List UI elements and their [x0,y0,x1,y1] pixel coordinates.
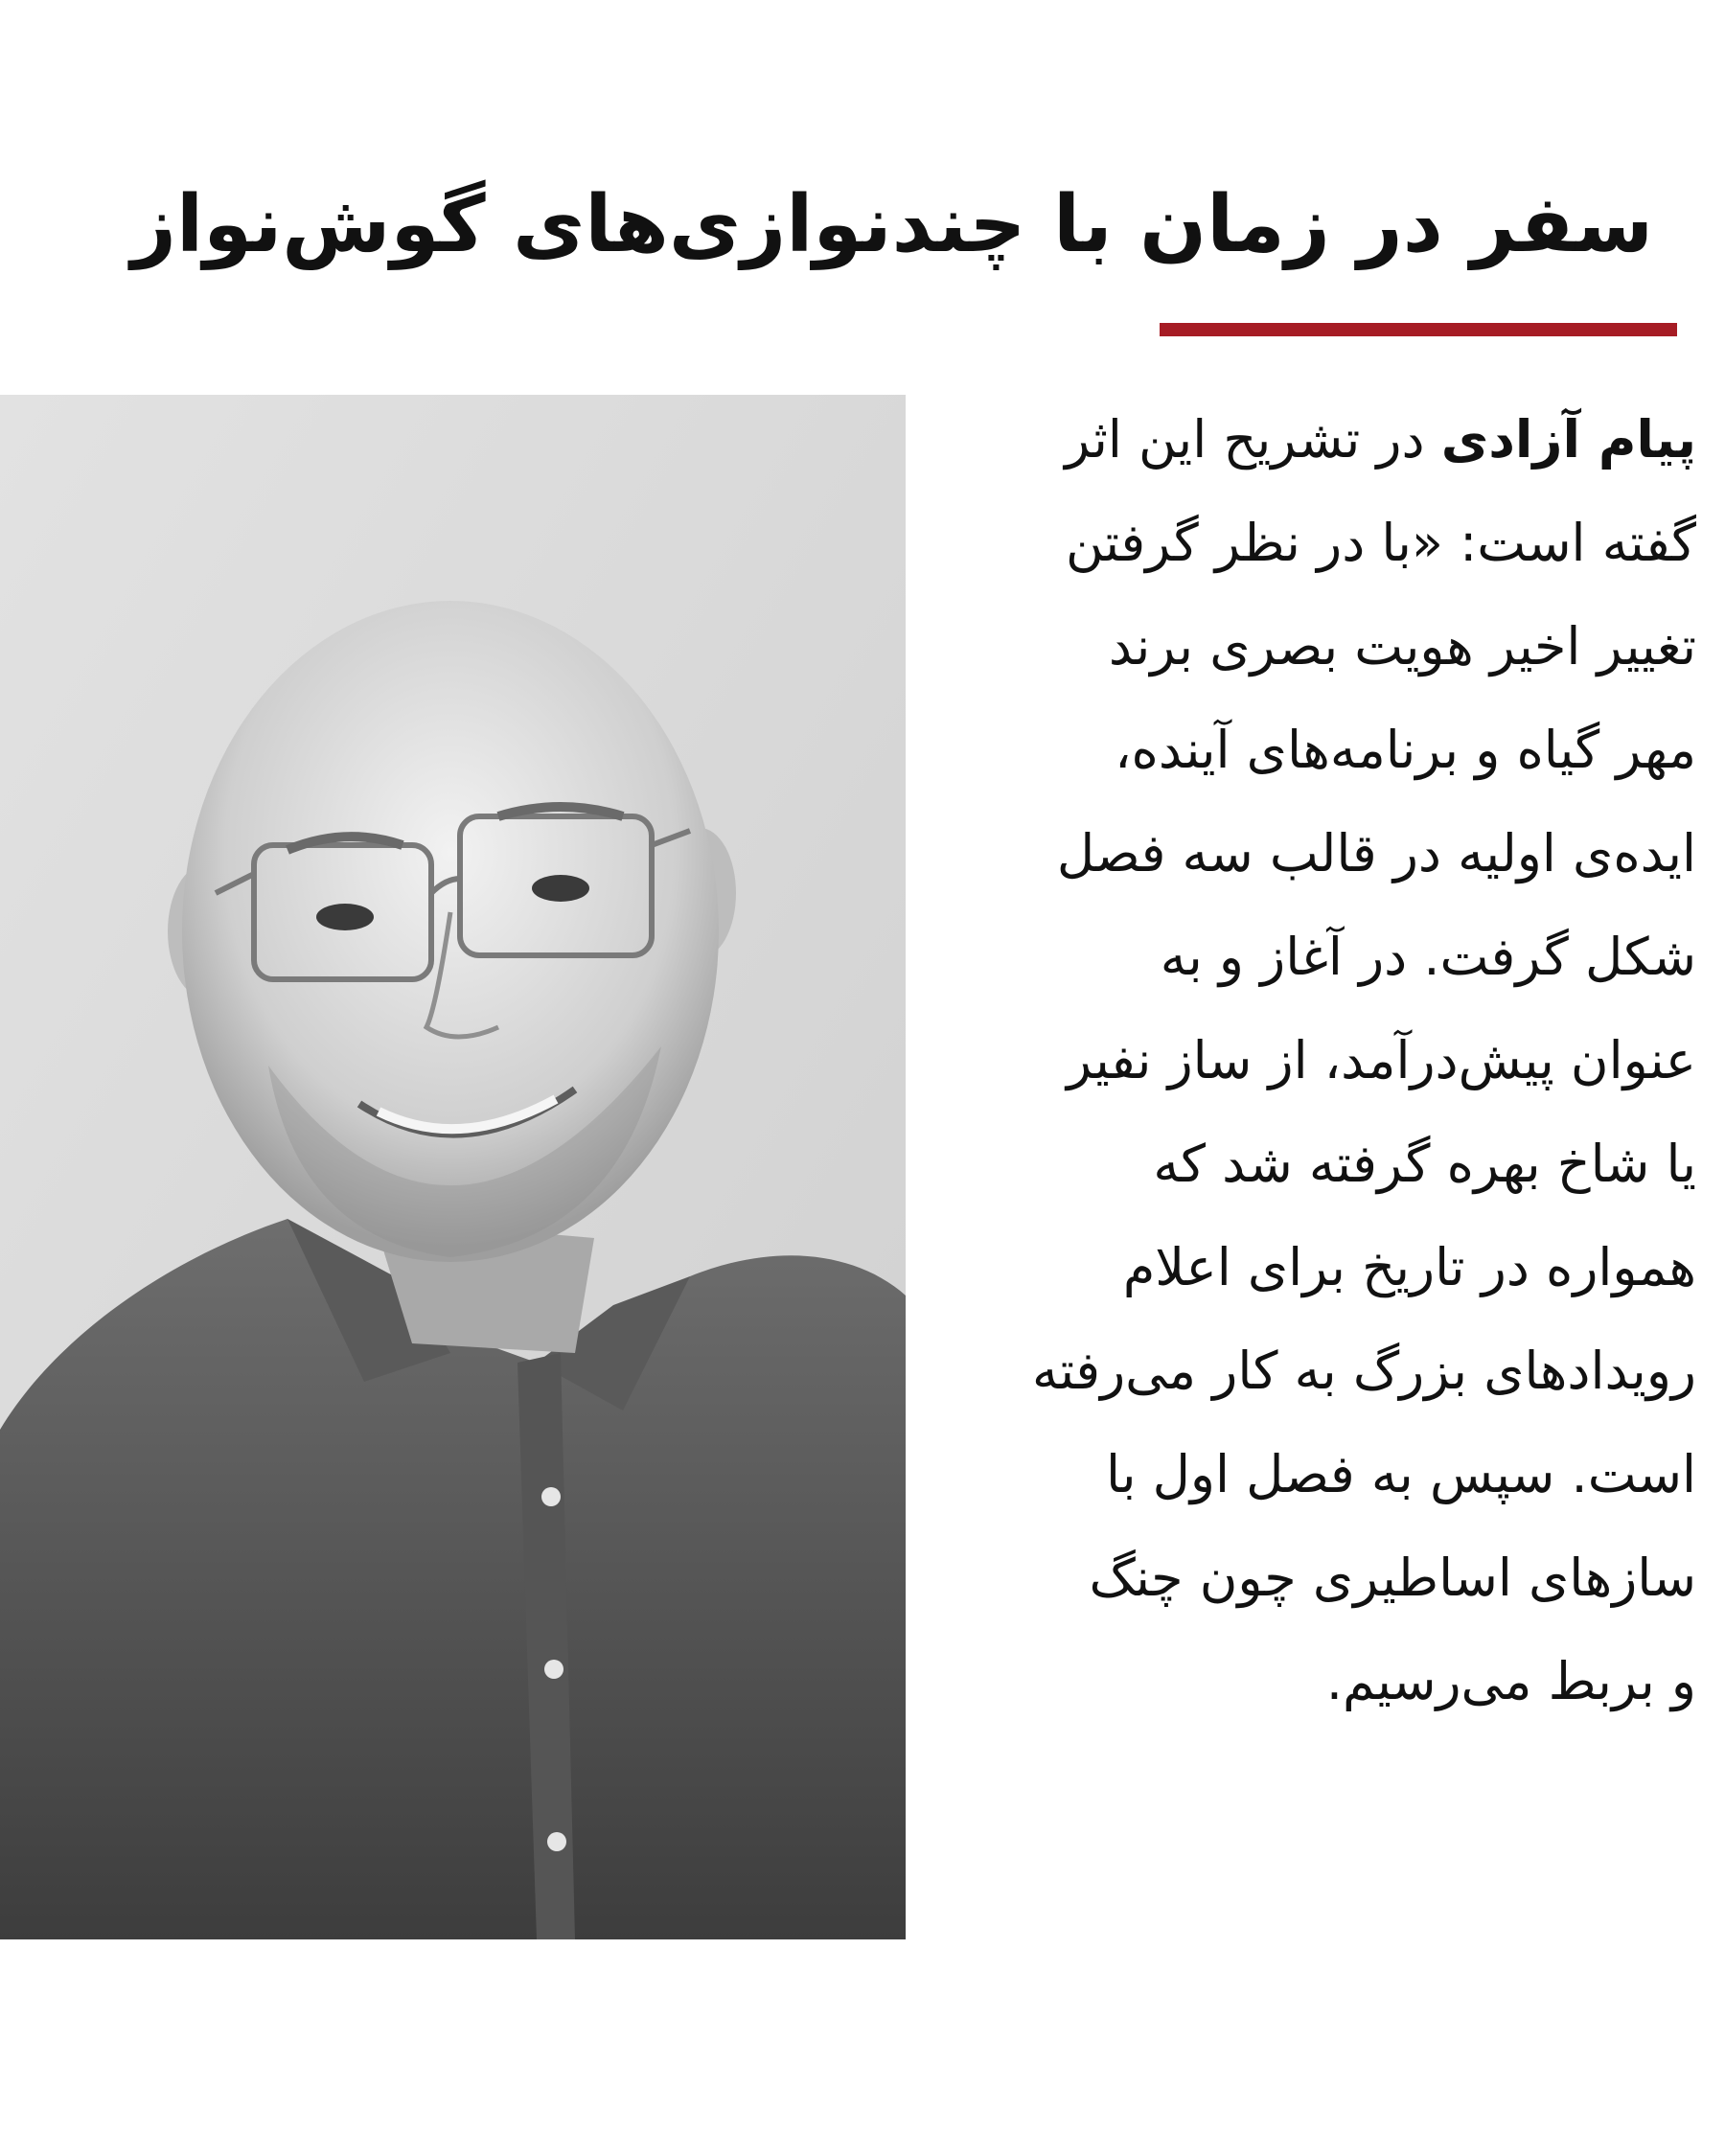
body-line-11: است. سپس به فصل اول با [1106,1444,1696,1504]
body-line-8: یا شاخ بهره گرفته شد که [1153,1134,1696,1194]
body-line-7: عنوان پیش‌درآمد، از ساز نفیر [1066,1030,1696,1090]
body-line-1-rest: در تشریح این اثر [1065,409,1441,470]
body-line-6: شکل گرفت. در آغاز و به [1160,927,1696,987]
portrait-illustration [0,395,906,1939]
portrait-photo [0,395,906,1939]
headline-accent-rule [1160,323,1677,336]
body-line-2: گفته است: «با در نظر گرفتن [1065,513,1696,573]
body-line-4: مهر گیاه و برنامه‌های آینده، [1115,720,1696,780]
body-line-3: تغییر اخیر هویت بصری برند [1108,616,1696,677]
body-line-5: ایده‌ی اولیه در قالب سه فصل [1056,823,1696,883]
body-line-9: همواره در تاریخ برای اعلام [1122,1237,1696,1297]
body-line-13: و بربط می‌رسیم. [1325,1651,1696,1711]
body-line-12: سازهای اساطیری چون چنگ [1089,1548,1696,1608]
body-line-1 [930,388,1696,492]
article-headline: سفر در زمان با چندنوازی‌های گوش‌نواز [130,179,1653,270]
body-line-10: رویدادهای بزرگ به کار می‌رفته [1032,1341,1696,1401]
article-body [930,388,1696,1733]
speaker-name: پیام آزادی [1440,409,1696,470]
